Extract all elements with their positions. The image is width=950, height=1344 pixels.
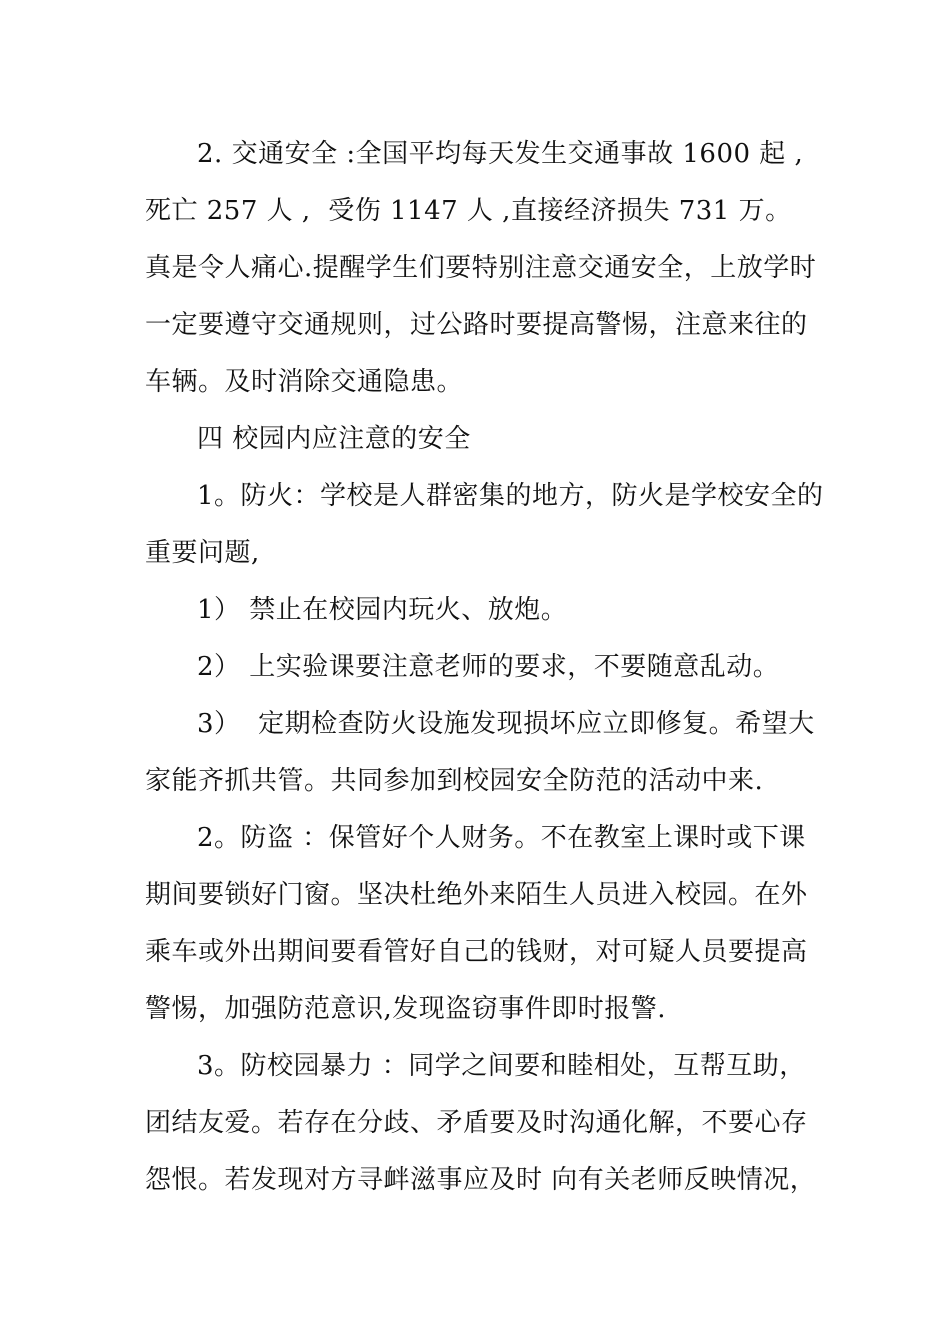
text-line: 团结友爱。若存在分歧、矛盾要及时沟通化解，不要心存 (145, 1108, 808, 1138)
text-line: 家能齐抓共管。共同参加到校园安全防范的活动中来. (145, 766, 764, 796)
text-line: 期间要锁好门窗。坚决杜绝外来陌生人员进入校园。在外 (145, 880, 808, 910)
text-line: 怨恨。若发现对方寻衅滋事应及时 向有关老师反映情况， (145, 1165, 817, 1195)
list-item: 3） 定期检查防火设施发现损坏应立即修复。希望大 (197, 709, 815, 739)
text-line: 乘车或外出期间要看管好自己的钱财，对可疑人员要提高 (145, 937, 808, 967)
text-line: 一定要遵守交通规则，过公路时要提高警惕，注意来往的 (145, 310, 808, 340)
text-line: 车辆。及时消除交通隐患。 (145, 367, 464, 397)
list-item: 1） 禁止在校园内玩火、放炮。 (197, 595, 568, 625)
list-item: 2） 上实验课要注意老师的要求，不要随意乱动。 (197, 652, 780, 682)
section-heading: 四 校园内应注意的安全 (197, 424, 471, 454)
text-line: 1。防火：学校是人群密集的地方，防火是学校安全的 (197, 481, 824, 511)
text-line: 死亡 257 人 , 受伤 1147 人 ,直接经济损失 731 万。 (145, 196, 792, 226)
text-line: 2。防盗 ：保管好个人财务。不在教室上课时或下课 (197, 823, 806, 853)
text-line: 警惕，加强防范意识,发现盗窃事件即时报警. (145, 994, 667, 1024)
text-line: 2. 交通安全 :全国平均每天发生交通事故 1600 起 , (197, 139, 804, 169)
text-line: 重要问题, (145, 538, 260, 568)
text-line: 3。防校园暴力 ：同学之间要和睦相处，互帮互助， (197, 1051, 806, 1081)
text-line: 真是令人痛心.提醒学生们要特别注意交通安全，上放学时 (145, 253, 817, 283)
